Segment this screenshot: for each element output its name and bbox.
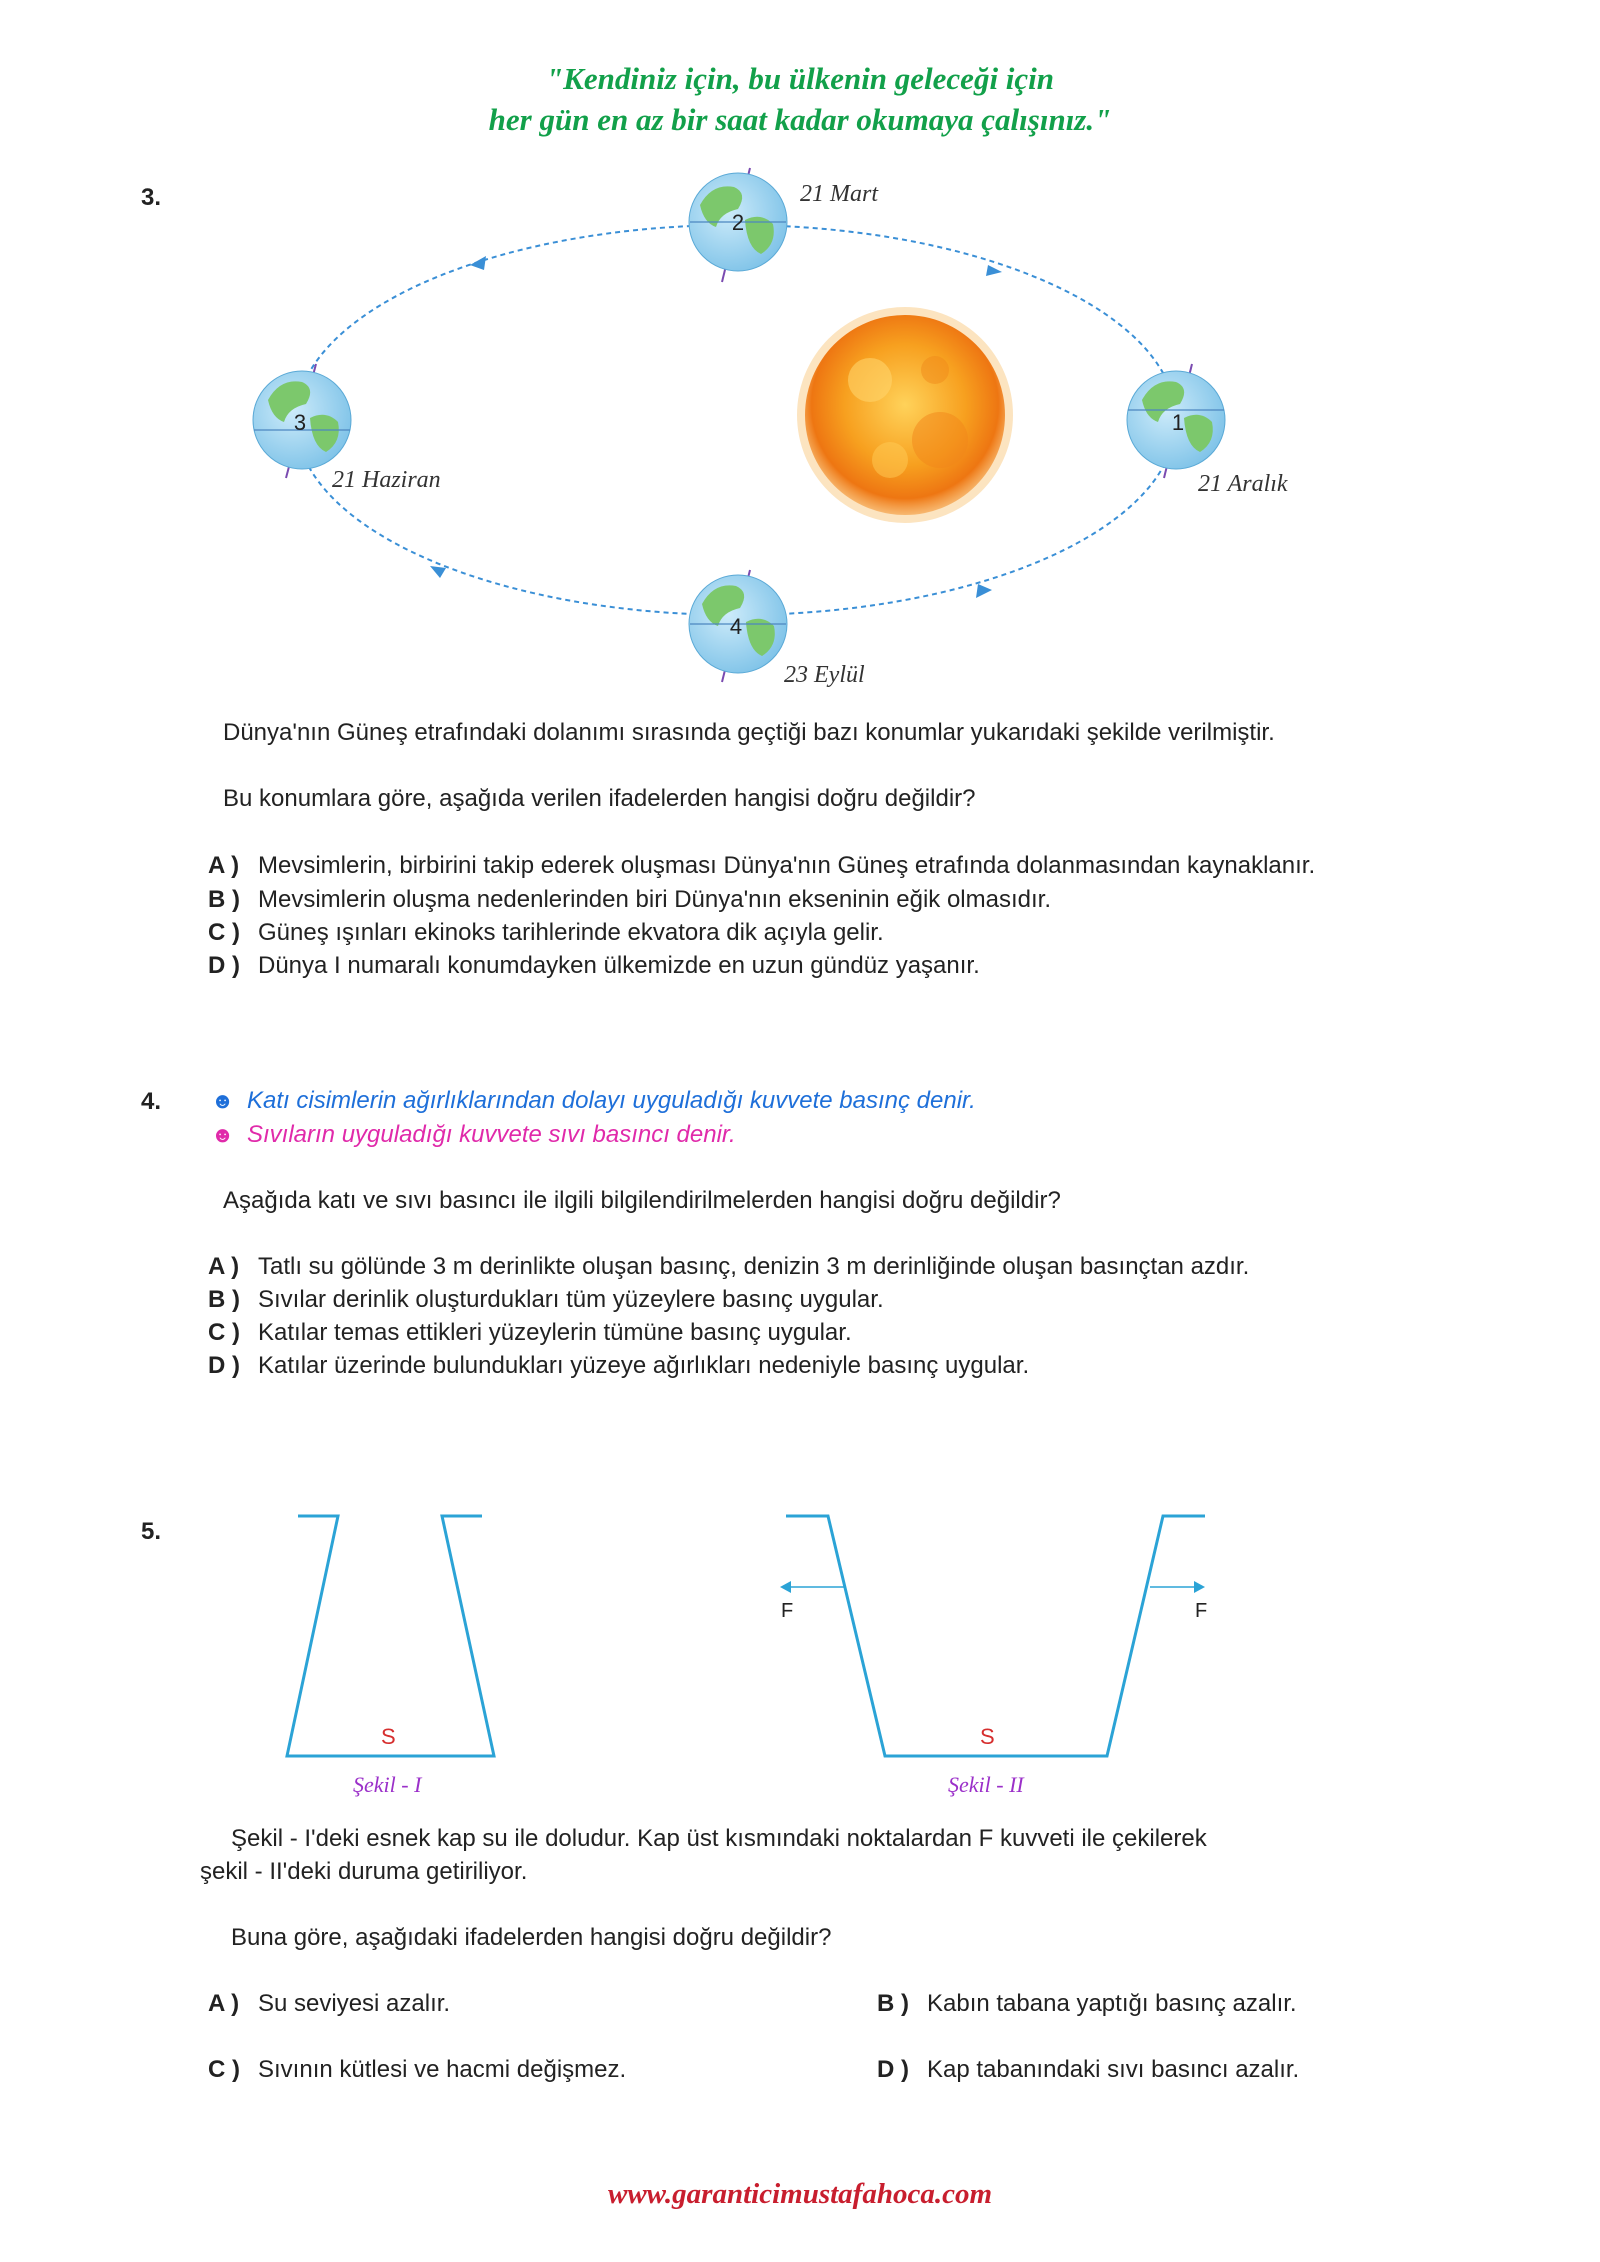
option-text: Mevsimlerin oluşma nedenlerinden biri Dünya'nın ekseninin eğik olmasıdır. [258, 886, 1051, 913]
option-text: Katılar üzerinde bulundukları yüzeye ağırlıkları nedeniyle basınç uygular. [258, 1352, 1030, 1379]
option-letter: D ) [877, 2056, 909, 2083]
option-text: Sıvılar derinlik oluşturdukları tüm yüzeylere basınç uygular. [258, 1286, 884, 1313]
orbit-path [293, 225, 1176, 615]
option-text: Dünya I numaralı konumdayken ülkemizde en uzun gündüz yaşanır. [258, 952, 980, 979]
orbit-arrow-top-left [470, 256, 486, 270]
force-arrow-left [780, 1581, 845, 1593]
question-5-stem: Buna göre, aşağıdaki ifadelerden hangisi doğru değildir? [231, 1924, 832, 1951]
figure-1-caption: Şekil - I [353, 1772, 422, 1797]
option-letter: D ) [208, 1352, 240, 1379]
option-text: Güneş ışınları ekinoks tarihlerinde ekvatora dik açıyla gelir. [258, 919, 884, 946]
figure-2-caption: Şekil - II [948, 1772, 1024, 1797]
option-text: Sıvının kütlesi ve hacmi değişmez. [258, 2056, 627, 2083]
option-letter: C ) [208, 2056, 240, 2083]
question-5-number: 5. [141, 1518, 162, 1545]
question-3-option-b[interactable] [208, 886, 1051, 914]
option-letter: A ) [208, 1990, 240, 2017]
question-5-option-d[interactable] [877, 2056, 1299, 2084]
question-4-option-b[interactable] [208, 1286, 884, 1314]
orbit-arrow-bottom-left [430, 566, 446, 578]
bullet-1-text: Katı cisimlerin ağırlıklarından dolayı uyguladığı kuvvete basınç denir. [247, 1087, 976, 1114]
question-3-number: 3. [141, 184, 162, 211]
figure-2-f-right-label: F [1195, 1600, 1208, 1622]
footer-website-link[interactable]: www.garanticimustafahoca.com [607, 2178, 993, 2210]
smiley-icon: ☻ [211, 1122, 235, 1147]
question-4-number: 4. [141, 1088, 162, 1115]
option-letter: D ) [208, 952, 240, 979]
question-4-bullet-1 [211, 1084, 976, 1117]
question-3-option-d[interactable] [208, 952, 980, 980]
position-2-number: 2 [731, 210, 745, 235]
figure-1-s-label: S [381, 1724, 396, 1749]
question-3-option-c[interactable] [208, 919, 884, 947]
sun [797, 307, 1013, 523]
option-text: Kap tabanındaki sıvı basıncı azalır. [927, 2056, 1300, 2083]
option-letter: A ) [208, 1253, 240, 1280]
position-1-number: 1 [1171, 410, 1185, 435]
option-letter: B ) [208, 886, 240, 913]
smiley-icon: ☻ [211, 1088, 235, 1113]
container-figure-2 [786, 1516, 1208, 1756]
option-letter: B ) [877, 1990, 909, 2017]
question-5-option-c[interactable] [208, 2056, 626, 2084]
question-3-intro: Dünya'nın Güneş etrafındaki dolanımı sırasında geçtiği bazı konumlar yukarıdaki şekilde verilmiştir. [223, 719, 1275, 746]
option-letter: B ) [208, 1286, 240, 1313]
question-4-option-d[interactable] [208, 1352, 1029, 1380]
question-3-option-a[interactable] [208, 852, 1315, 880]
position-4-date: 23 Eylül [784, 662, 865, 688]
bullet-2-text: Sıvıların uyguladığı kuvvete sıvı basıncı denir. [247, 1121, 736, 1148]
option-letter: C ) [208, 1319, 240, 1346]
question-4-bullet-2 [211, 1118, 736, 1151]
orbit-arrow-top-right [986, 265, 1002, 276]
figure-2-f-left-label: F [781, 1600, 794, 1622]
position-4-number: 4 [729, 614, 743, 639]
motto-line-1: "Kendiniz için, bu ülkenin geleceği için [545, 61, 1055, 96]
position-3-number: 3 [293, 410, 307, 435]
container-figure-1 [287, 1516, 494, 1756]
orbit-arrow-bottom-right [976, 584, 992, 598]
option-text: Katılar temas ettikleri yüzeylerin tümüne basınç uygular. [258, 1319, 852, 1346]
option-text: Mevsimlerin, birbirini takip ederek oluşması Dünya'nın Güneş etrafında dolanmasından kaynaklanır. [258, 852, 1316, 879]
question-4-option-a[interactable] [208, 1253, 1249, 1281]
position-1-date: 21 Aralık [1198, 471, 1288, 497]
option-text: Kabın tabana yaptığı basınç azalır. [927, 1990, 1297, 2017]
option-letter: C ) [208, 919, 240, 946]
container-figures [0, 1490, 1600, 1820]
option-text: Tatlı su gölünde 3 m derinlikte oluşan basınç, denizin 3 m derinliğinde oluşan basınçtan azdır. [258, 1253, 1250, 1280]
option-letter: A ) [208, 852, 240, 879]
question-5-option-a[interactable] [208, 1990, 450, 2018]
question-5-text-line-2: şekil - II'deki duruma getiriliyor. [200, 1858, 528, 1885]
question-3-stem: Bu konumlara göre, aşağıda verilen ifadelerden hangisi doğru değildir? [223, 785, 976, 812]
question-5-text-line-1: Şekil - I'deki esnek kap su ile doludur. Kap üst kısmındaki noktalardan F kuvveti ile çekilerek [231, 1825, 1207, 1852]
question-4-stem: Aşağıda katı ve sıvı basıncı ile ilgili bilgilendirilmelerden hangisi doğru değildir? [223, 1187, 1061, 1214]
figure-2-s-label: S [980, 1724, 995, 1749]
position-3-date: 21 Haziran [332, 467, 441, 493]
position-2-date: 21 Mart [800, 181, 878, 207]
earth-orbit-diagram [0, 160, 1600, 700]
force-arrow-right [1150, 1581, 1205, 1593]
motto-line-2: her gün en az bir saat kadar okumaya çalışınız." [488, 102, 1112, 137]
option-text: Su seviyesi azalır. [258, 1990, 451, 2017]
question-5-option-b[interactable] [877, 1990, 1297, 2018]
question-4-option-c[interactable] [208, 1319, 852, 1347]
